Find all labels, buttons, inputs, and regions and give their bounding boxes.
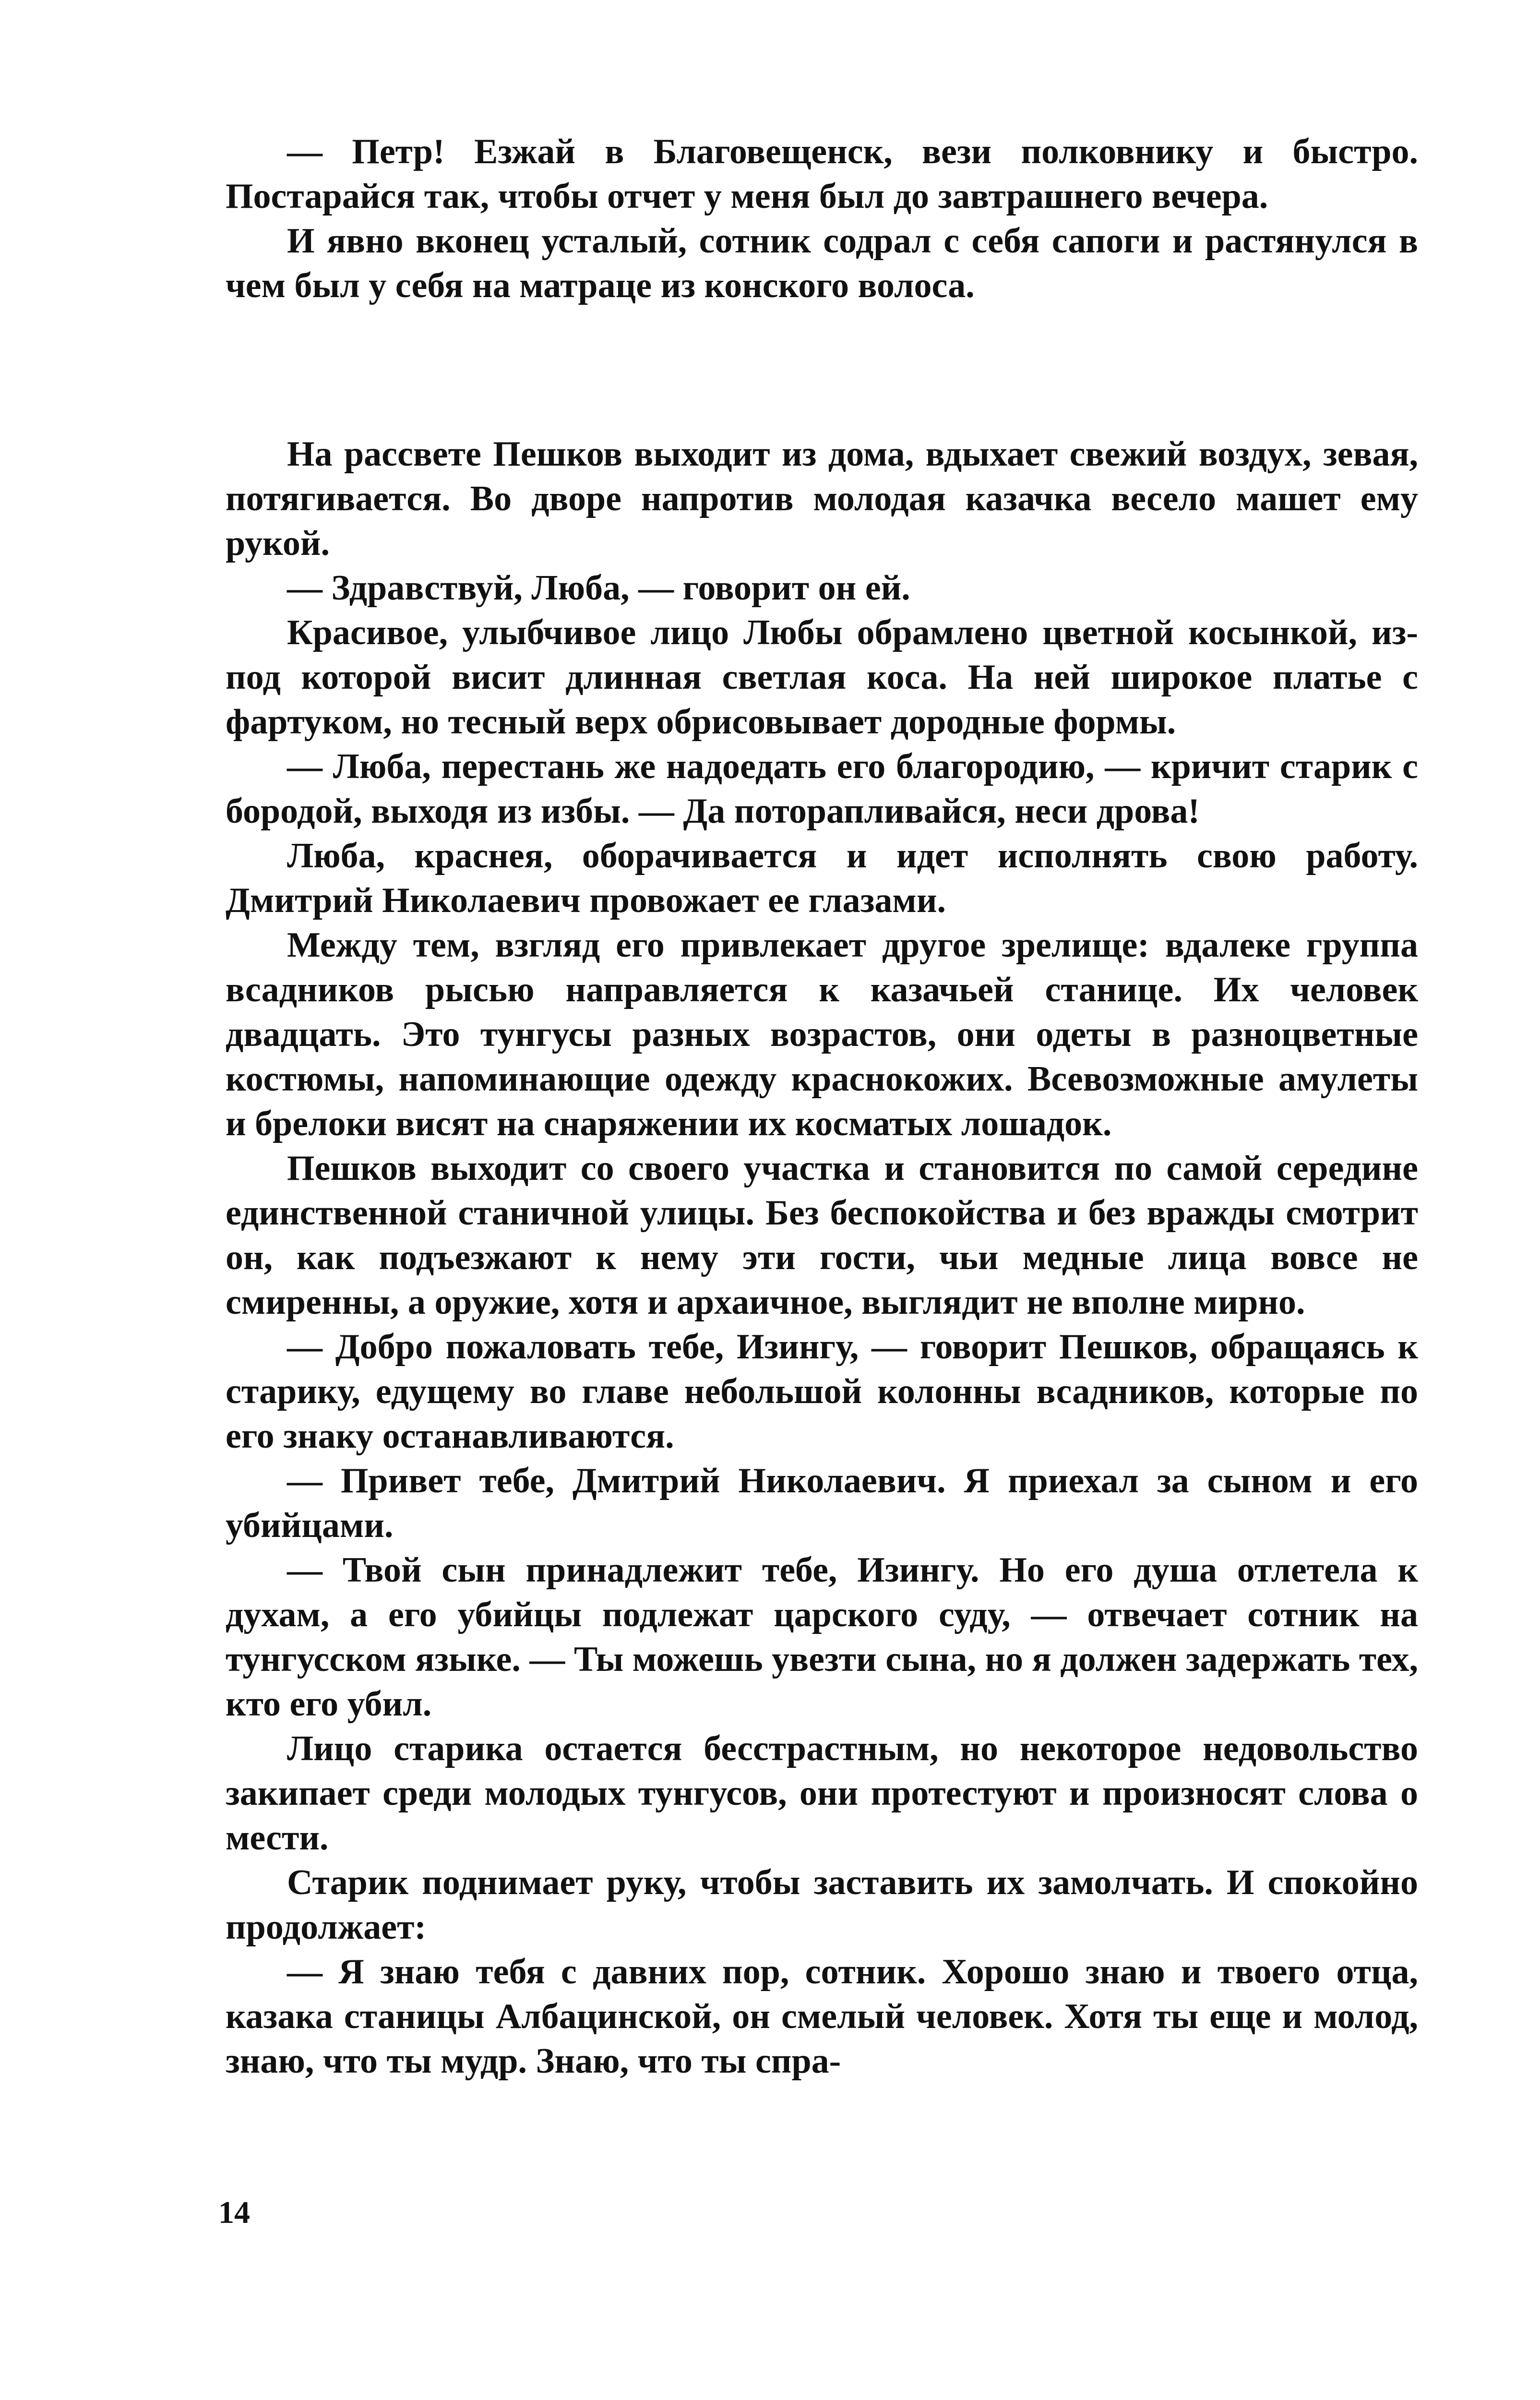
paragraph: Старик поднимает руку, чтобы заставить их замолчать. И спокойно продолжает:: [226, 1863, 1418, 1947]
page-number: 14: [218, 2195, 250, 2230]
text-section-1: [226, 130, 1418, 308]
paragraph: Люба, краснея, оборачивается и идет исполнять свою работу. Дмитрий Николаевич провожает ее глазами.: [226, 836, 1418, 920]
paragraph: — Петр! Езжай в Благовещенск, вези полковнику и быстро. Постарайся так, чтобы отчет у меня был до завтрашнего вечера.: [226, 132, 1418, 216]
paragraph: Лицо старика остается бесстрастным, но некоторое недовольство закипает среди молодых тунгусов, они протестуют и произносят слова о мести.: [226, 1729, 1418, 1858]
paragraph: Красивое, улыбчивое лицо Любы обрамлено цветной косынкой, из-под которой висит длинная светлая коса. На ней широкое платье с фартуком, но тесный верх обрисовывает дородные формы.: [226, 613, 1418, 742]
paragraph: — Твой сын принадлежит тебе, Изингу. Но его душа отлетела к духам, а его убийцы подлежат царского суду, — отвечает сотник на тунгусском языке. — Ты можешь увезти сына, но я должен задержать тех, кто его убил.: [226, 1550, 1418, 1724]
paragraph: — Добро пожаловать тебе, Изингу, — говорит Пешков, обращаясь к старику, едущему во главе небольшой колонны всадников, которые по его знаку останавливаются.: [226, 1327, 1418, 1456]
paragraph: — Привет тебе, Дмитрий Николаевич. Я приехал за сыном и его убийцами.: [226, 1461, 1418, 1545]
text-section-2: [226, 432, 1418, 2084]
paragraph: — Люба, перестань же надоедать его благородию, — кричит старик с бородой, выходя из избы. — Да поторапливайся, неси дрова!: [226, 747, 1418, 831]
paragraph: Пешков выходит со своего участка и становится по самой середине единственной станичной улицы. Без беспокойства и без вражды смотрит он, как подъезжают к нему эти гости, чьи медные лица вовсе не смиренны, а оружие, хотя и архаичное, выглядит не вполне мирно.: [226, 1149, 1418, 1322]
paragraph: — Я знаю тебя с давних пор, сотник. Хорошо знаю и твоего отца, казака станицы Албацинской, он смелый человек. Хотя ты еще и молод, знаю, что ты мудр. Знаю, что ты спра-: [226, 1952, 1418, 2081]
paragraph: И явно вконец усталый, сотник содрал с себя сапоги и растянулся в чем был у себя на матраце из конского волоса.: [226, 221, 1418, 305]
paragraph: — Здравствуй, Люба, — говорит он ей.: [287, 568, 910, 608]
paragraph: Между тем, взгляд его привлекает другое зрелище: вдалеке группа всадников рысью направляется к казачьей станице. Их человек двадцать. Это тунгусы разных возрастов, они одеты в разноцветные костюмы, напоминающие одежду краснокожих. Всевозможные амулеты и брелоки висят на снаряжении их косматых лошадок.: [226, 925, 1418, 1143]
paragraph: На рассвете Пешков выходит из дома, вдыхает свежий воздух, зевая, потягивается. Во дворе напротив молодая казачка весело машет ему рукой.: [226, 434, 1418, 563]
